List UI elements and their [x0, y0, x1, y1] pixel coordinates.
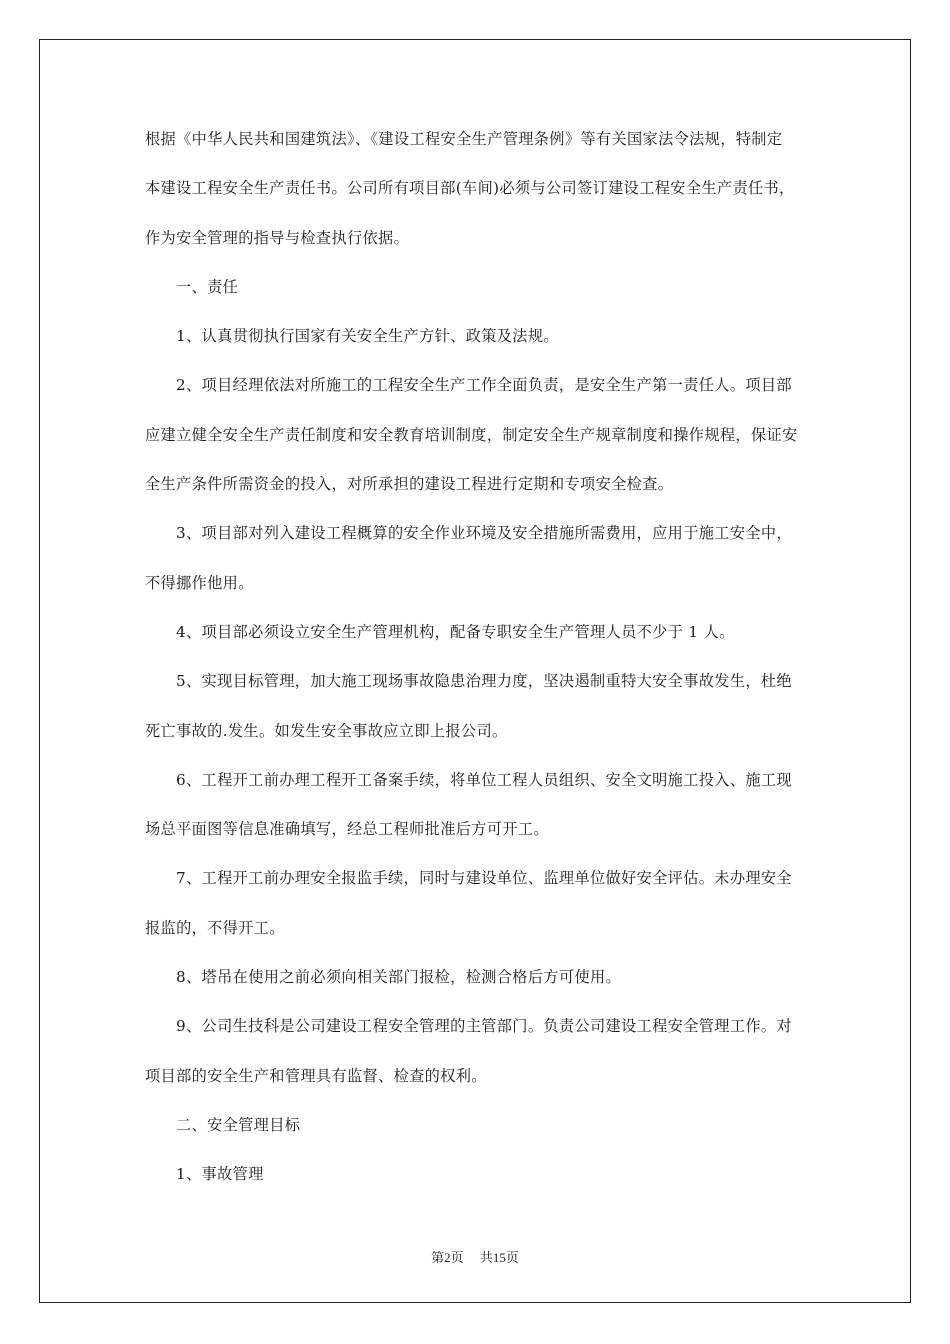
text-line: 根据《中华人民共和国建筑法》、《建设工程安全生产管理条例》等有关国家法令法规，特制定 [145, 130, 783, 148]
text-line: 9、公司生技科是公司建设工程安全管理的主管部门。负责公司建设工程安全管理工作。对 [176, 1017, 792, 1036]
text-line: 一、责任 [176, 277, 239, 296]
text-line: 7、工程开工前办理安全报监手续，同时与建设单位、监理单位做好安全评估。未办理安全 [176, 869, 792, 888]
text-line: 全生产条件所需资金的投入，对所承担的建设工程进行定期和专项安全检查。 [145, 475, 674, 494]
text-line: 3、项目部对列入建设工程概算的安全作业环境及安全措施所需费用，应用于施工安全中， [176, 524, 792, 543]
text-line: 死亡事故的.发生。如发生安全事故应立即上报公司。 [145, 721, 508, 740]
text-line: 作为安全管理的指导与检查执行依据。 [145, 228, 410, 247]
text-line: 8、塔吊在使用之前必须向相关部门报检，检测合格后方可使用。 [176, 968, 622, 987]
text-line: 本建设工程安全生产责任书。公司所有项目部(车间)必须与公司签订建设工程安全生产责任书， [145, 179, 795, 198]
text-line: 报监的，不得开工。 [145, 918, 285, 937]
text-line: 2、项目经理依法对所施工的工程安全生产工作全面负责，是安全生产第一责任人。项目部 [176, 376, 792, 395]
text-line: 项目部的安全生产和管理具有监督、检查的权利。 [145, 1066, 487, 1085]
text-line: 不得挪作他用。 [145, 573, 254, 592]
text-line: 5、实现目标管理，加大施工现场事故隐患治理力度，坚决遏制重特大安全事故发生，杜绝 [176, 672, 792, 691]
text-line: 1、事故管理 [176, 1165, 264, 1184]
text-line: 场总平面图等信息准确填写，经总工程师批准后方可开工。 [145, 820, 549, 839]
text-line: 二、安全管理目标 [176, 1115, 301, 1134]
text-line: 4、项目部必须设立安全生产管理机构，配备专职安全生产管理人员不少于 1 人。 [176, 622, 735, 641]
document-body [145, 121, 809, 1206]
page-number-footer: 第2页 共15页 [431, 1250, 519, 1265]
text-line: 应建立健全安全生产责任制度和安全教育培训制度，制定安全生产规章制度和操作规程，保证安 [145, 425, 798, 444]
text-line: 6、工程开工前办理工程开工备案手续，将单位工程人员组织、安全文明施工投入、施工现 [176, 770, 792, 789]
text-line: 1、认真贯彻执行国家有关安全生产方针、政策及法规。 [176, 327, 559, 346]
